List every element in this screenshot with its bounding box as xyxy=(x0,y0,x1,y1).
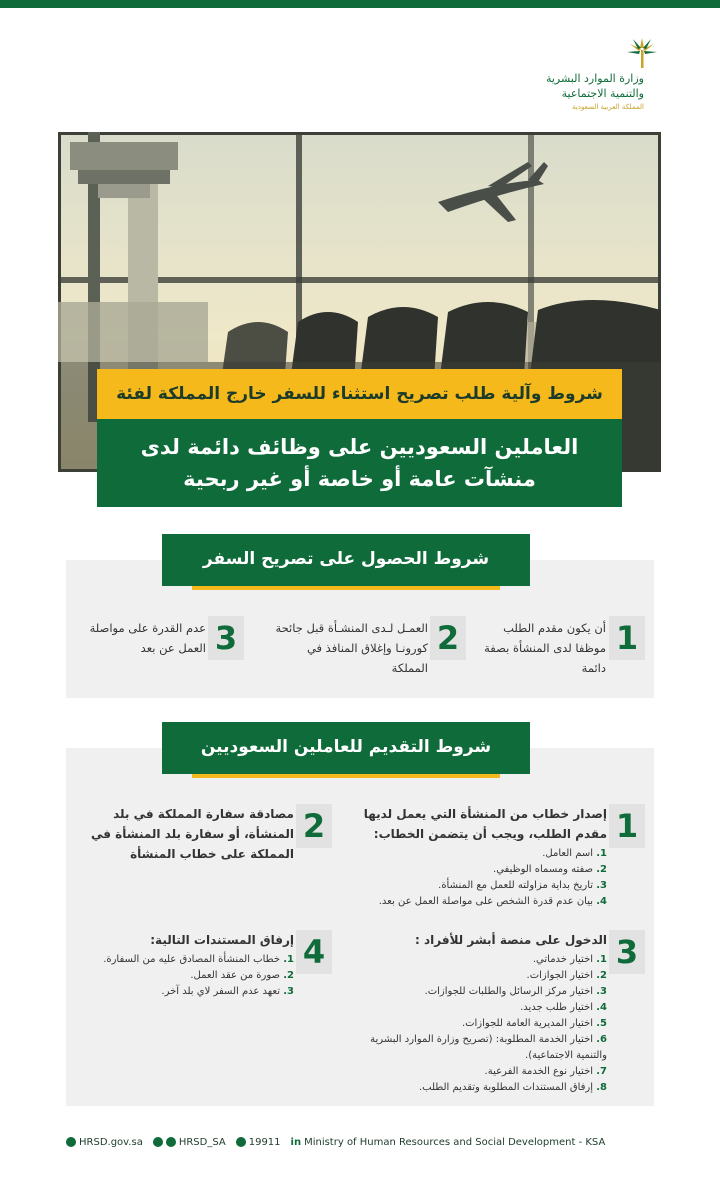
footer-website[interactable]: HRSD.gov.sa xyxy=(66,1137,143,1148)
list-item: 1. اسم العامل. xyxy=(542,848,607,859)
step4-number: 4 xyxy=(296,930,332,974)
footer-social[interactable]: HRSD_SA xyxy=(153,1137,226,1148)
list-item: 1. اختيار خدماتي. xyxy=(532,954,607,965)
condition2-text: العمـل لـدى المنشـأة قبل جائحة كورونـا وإغلاق المنافذ في المملكة xyxy=(275,621,428,675)
list-item: 4. اختيار طلب جديد. xyxy=(520,1002,607,1013)
step3-block xyxy=(345,930,607,1096)
title-line2: العاملين السعوديين على وظائف دائمة لدى xyxy=(140,435,579,459)
ministry-name-line3: المملكة العربية السعودية xyxy=(572,103,644,111)
phone-icon xyxy=(236,1137,246,1147)
footer-phone[interactable]: 19911 xyxy=(236,1137,281,1148)
list-item: 2. صفته ومسماه الوظيفي. xyxy=(493,864,607,875)
step4-block xyxy=(80,930,294,1000)
list-item: 2. صورة من عقد العمل. xyxy=(190,970,294,981)
step4-text: إرفاق المستندات التالية: xyxy=(150,933,294,947)
condition3-text: عدم القدرة على مواصلة العمل عن بعد xyxy=(89,621,206,655)
twitter-icon xyxy=(166,1137,176,1147)
ministry-logo xyxy=(530,34,660,114)
list-item: 7. اختيار نوع الخدمة الفرعية. xyxy=(484,1066,607,1077)
condition1-text: أن يكون مقدم الطلب موظفا لدى المنشأة بصفة دائمة xyxy=(484,621,606,675)
step2-text: مصادقة سفارة المملكة في بلد المنشأة، أو سفارة بلد المنشأة في المملكة على خطاب المنشأة xyxy=(90,807,294,861)
condition3-number: 3 xyxy=(208,616,244,660)
ministry-name-line1: وزارة الموارد البشرية xyxy=(545,72,644,85)
linkedin-icon: in xyxy=(290,1136,302,1148)
section1-heading: شروط الحصول على تصريح السفر xyxy=(162,534,530,586)
list-item: 2. اختيار الجوازات. xyxy=(526,970,607,981)
section2-heading: شروط التقديم للعاملين السعوديين xyxy=(162,722,530,774)
top-bar xyxy=(0,0,720,8)
step1-block xyxy=(345,804,607,910)
ministry-name-line2: والتنمية الاجتماعية xyxy=(561,87,644,100)
list-item: 5. اختيار المديرية العامة للجوازات. xyxy=(461,1018,607,1029)
list-item: 8. إرفاق المستندات المطلوبة وتقديم الطلب. xyxy=(418,1082,607,1093)
step3-list xyxy=(345,952,607,1096)
list-item: 6. اختيار الخدمة المطلوبة: (تصريح وزارة الموارد البشرية والتنمية الاجتماعية). xyxy=(370,1034,607,1061)
title-block xyxy=(97,419,622,507)
globe-icon xyxy=(66,1137,76,1147)
footer-linkedin[interactable]: in Ministry of Human Resources and Social Development - KSA xyxy=(290,1136,606,1148)
title-line1: شروط وآلية طلب تصريح استثناء للسفر خارج المملكة لفئة xyxy=(97,369,622,419)
condition1-number: 1 xyxy=(609,616,645,660)
step1-list xyxy=(345,846,607,910)
list-item: 3. اختيار مركز الرسائل والطلبات للجوازات. xyxy=(424,986,607,997)
palm-emblem-icon xyxy=(624,34,660,70)
step3-number: 3 xyxy=(609,930,645,974)
list-item: 4. بيان عدم قدرة الشخص على مواصلة العمل عن بعد. xyxy=(378,896,607,907)
step3-text: الدخول على منصة أبشر للأفراد : xyxy=(415,933,607,947)
step1-text: إصدار خطاب من المنشأة التي يعمل لديها مقدم الطلب، ويجب أن يتضمن الخطاب: xyxy=(363,807,607,841)
step2-number: 2 xyxy=(296,804,332,848)
list-item: 1. خطاب المنشأة المصادق عليه من السفارة. xyxy=(103,954,294,965)
footer xyxy=(66,1132,654,1152)
snapchat-icon xyxy=(153,1137,163,1147)
step1-number: 1 xyxy=(609,804,645,848)
step4-list xyxy=(80,952,294,1000)
title-line3: منشآت عامة أو خاصة أو غير ربحية xyxy=(183,467,536,491)
list-item: 3. تاريخ بداية مزاولته للعمل مع المنشأة. xyxy=(438,880,607,891)
list-item: 3. تعهد عدم السفر لاي بلد آخر. xyxy=(161,986,294,997)
condition2-number: 2 xyxy=(430,616,466,660)
